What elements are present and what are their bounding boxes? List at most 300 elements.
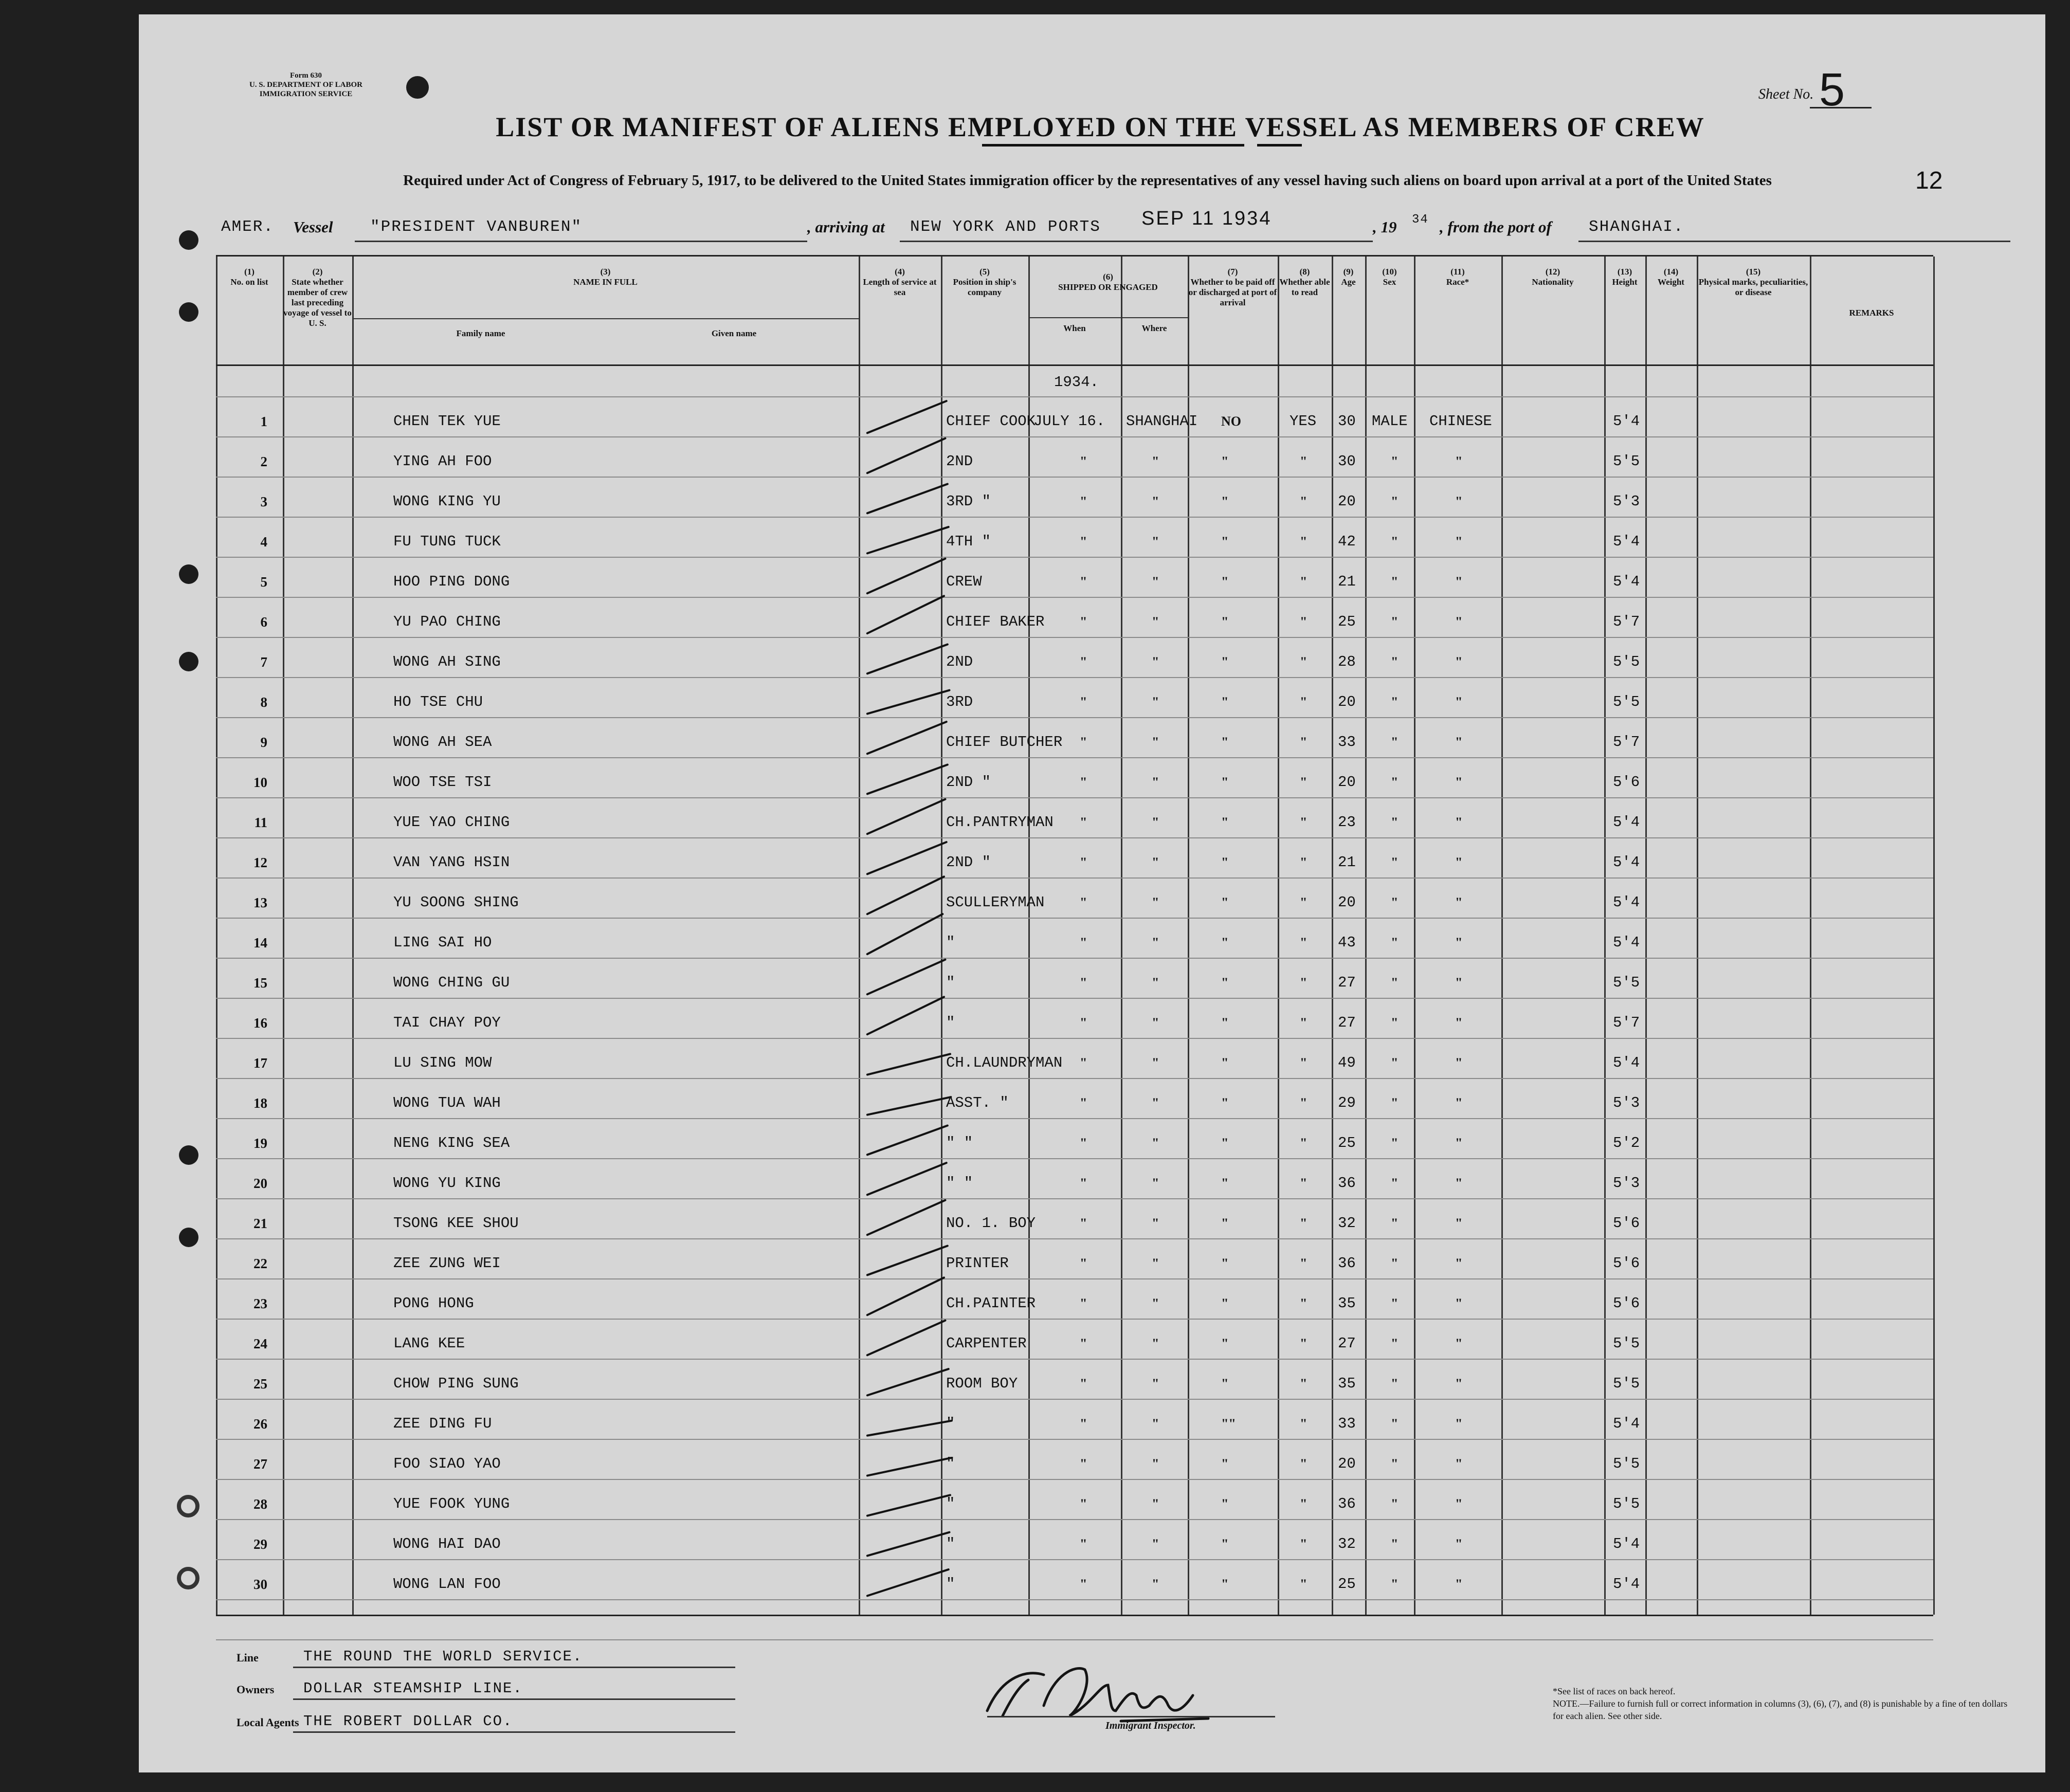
column-label: Position in ship's company <box>953 277 1016 297</box>
crew-table <box>216 255 1933 1616</box>
row-number: 16 <box>253 1015 267 1031</box>
row-divider <box>216 1439 1933 1440</box>
column-header <box>1028 323 1121 334</box>
column-label: Family name <box>456 328 505 338</box>
row-number: 15 <box>253 975 267 991</box>
column-header <box>1332 267 1365 287</box>
height: 5'4 <box>1613 1415 1640 1432</box>
shipped-where: SHANGHAI <box>1126 413 1198 430</box>
age: 30 <box>1338 413 1356 430</box>
binder-hole <box>179 564 198 584</box>
length-of-service-mark <box>866 840 948 875</box>
local-agents: THE ROBERT DOLLAR CO. <box>303 1713 513 1730</box>
sex: " <box>1391 1015 1399 1030</box>
column-number: (15) <box>1746 267 1761 277</box>
shipped-where: " <box>1152 975 1159 990</box>
column-label: Where <box>1141 323 1167 333</box>
race: " <box>1455 574 1463 589</box>
position: CARPENTER <box>946 1335 1027 1352</box>
position: " <box>946 1415 955 1432</box>
height: 5'5 <box>1613 1375 1640 1392</box>
shipped-where: " <box>1152 935 1159 950</box>
age: 27 <box>1338 1335 1356 1352</box>
shipped-when: " <box>1080 1095 1087 1110</box>
family-name: NENG KING SEA <box>393 1135 510 1151</box>
age: 35 <box>1338 1295 1356 1312</box>
height: 5'5 <box>1613 1335 1640 1352</box>
race: " <box>1455 494 1463 509</box>
age: 20 <box>1338 493 1356 510</box>
length-of-service-mark <box>866 1161 948 1196</box>
sex: " <box>1391 574 1399 589</box>
row-divider <box>216 1118 1933 1119</box>
column-header <box>1121 323 1188 334</box>
sex: " <box>1391 1136 1399 1150</box>
age: 20 <box>1338 1455 1356 1472</box>
inspector-rule <box>987 1716 1275 1717</box>
height: 5'5 <box>1613 1495 1640 1512</box>
column-divider <box>1933 257 1935 1615</box>
shipped-where: " <box>1152 1216 1159 1231</box>
height: 5'4 <box>1613 413 1640 430</box>
height: 5'4 <box>1613 894 1640 911</box>
row-divider <box>216 1599 1933 1600</box>
sex: " <box>1391 454 1399 469</box>
row-divider <box>216 1038 1933 1039</box>
race: " <box>1455 654 1463 669</box>
column-number: (12) <box>1545 267 1560 277</box>
shipped-when: " <box>1080 1176 1087 1191</box>
able-to-read: " <box>1300 614 1308 629</box>
paid-off: " <box>1221 1095 1229 1110</box>
shipped-where: " <box>1152 815 1159 830</box>
able-to-read: " <box>1300 815 1308 830</box>
family-name: LING SAI HO <box>393 934 492 951</box>
able-to-read: " <box>1300 895 1308 910</box>
row-divider <box>216 1399 1933 1400</box>
race: " <box>1455 975 1463 990</box>
length-of-service-mark <box>866 437 947 474</box>
manifest-sheet <box>139 14 2045 1772</box>
column-divider <box>283 257 284 1615</box>
column-label: Given name <box>711 328 757 338</box>
shipped-when: " <box>1080 1055 1087 1070</box>
column-divider <box>941 257 942 1615</box>
race: " <box>1455 895 1463 910</box>
height: 5'5 <box>1613 653 1640 670</box>
vessel-label: Vessel <box>293 218 333 236</box>
family-name: HO TSE CHU <box>393 693 483 710</box>
paid-off: " <box>1221 1256 1229 1271</box>
race: " <box>1455 815 1463 830</box>
paid-off: " <box>1221 1176 1229 1191</box>
race: CHINESE <box>1429 413 1492 430</box>
paid-off: " <box>1221 1336 1229 1351</box>
shipped-when: " <box>1080 1577 1087 1592</box>
shipped-where: " <box>1152 1577 1159 1592</box>
row-number: 1 <box>260 414 267 429</box>
family-name: ZEE DING FU <box>393 1415 492 1432</box>
column-divider <box>216 257 217 1615</box>
race: " <box>1455 855 1463 870</box>
able-to-read: " <box>1300 534 1308 549</box>
column-number: (7) <box>1227 267 1238 277</box>
shipped-where: " <box>1152 534 1159 549</box>
row-divider <box>216 1319 1933 1320</box>
row-divider <box>216 1278 1933 1279</box>
position: " " <box>946 1175 973 1192</box>
able-to-read: " <box>1300 1136 1308 1150</box>
shipped-where: " <box>1152 1376 1159 1391</box>
age: 20 <box>1338 894 1356 911</box>
paid-off: " <box>1221 1055 1229 1070</box>
length-of-service-mark <box>866 996 946 1036</box>
position: 3RD <box>946 693 973 710</box>
column-divider <box>1697 257 1698 1615</box>
column-divider <box>1028 257 1030 1615</box>
sex: " <box>1391 1336 1399 1351</box>
shipped-where: " <box>1152 1136 1159 1150</box>
arriving-port: NEW YORK AND PORTS <box>910 218 1101 236</box>
column-header <box>1365 267 1414 287</box>
family-name: CHOW PING SUNG <box>393 1375 519 1392</box>
row-divider <box>216 837 1933 838</box>
column-header <box>1810 308 1933 318</box>
paid-off: " <box>1221 1296 1229 1311</box>
length-of-service-mark <box>866 595 946 635</box>
paid-off: " <box>1221 574 1229 589</box>
position: CHIEF BAKER <box>946 613 1045 630</box>
line-label: Line <box>237 1651 259 1664</box>
length-of-service-mark <box>866 689 951 715</box>
race: " <box>1455 1416 1463 1431</box>
age: 29 <box>1338 1094 1356 1111</box>
length-of-service-mark <box>866 557 947 595</box>
sex: " <box>1391 1216 1399 1231</box>
race: " <box>1455 1256 1463 1271</box>
sheet-number: 5 <box>1819 64 1845 116</box>
shipped-when: " <box>1080 775 1087 790</box>
position: CH.PANTRYMAN <box>946 814 1054 831</box>
position: " <box>946 934 955 951</box>
height: 5'4 <box>1613 573 1640 590</box>
binder-hole <box>179 652 198 671</box>
header-divider <box>216 364 1933 366</box>
race: " <box>1455 1216 1463 1231</box>
column-label: Length of service at sea <box>863 277 937 297</box>
shipped-when: " <box>1080 694 1087 709</box>
length-of-service-mark <box>866 1494 952 1517</box>
paid-off: NO <box>1221 414 1241 429</box>
column-header <box>941 267 1028 298</box>
column-header <box>283 267 352 328</box>
row-number: 27 <box>253 1456 267 1472</box>
height: 5'3 <box>1613 1175 1640 1192</box>
family-name: WONG CHING GU <box>393 974 510 991</box>
shipped-where: " <box>1152 1496 1159 1511</box>
paid-off: " <box>1221 494 1229 509</box>
column-divider <box>1604 257 1606 1615</box>
arriving-rule <box>900 241 1373 242</box>
shipped-where: " <box>1152 694 1159 709</box>
column-number: (8) <box>1299 267 1310 277</box>
owners: DOLLAR STEAMSHIP LINE. <box>303 1680 523 1697</box>
row-number: 2 <box>260 454 267 469</box>
shipped-when: " <box>1080 1216 1087 1231</box>
form-number: Form 630 <box>289 71 322 80</box>
able-to-read: " <box>1300 454 1308 469</box>
shipped-when: " <box>1080 1376 1087 1391</box>
row-divider <box>216 637 1933 638</box>
paid-off: " <box>1221 694 1229 709</box>
able-to-read: " <box>1300 1416 1308 1431</box>
family-name: WONG HAI DAO <box>393 1535 501 1552</box>
line-rule <box>293 1667 735 1668</box>
paid-off: " <box>1221 855 1229 870</box>
sex: " <box>1391 1055 1399 1070</box>
shipped-when: " <box>1080 654 1087 669</box>
vessel-rule <box>355 241 807 242</box>
age: 23 <box>1338 814 1356 831</box>
position: NO. 1. BOY <box>946 1215 1036 1232</box>
row-number: 26 <box>253 1416 267 1432</box>
column-label: Race* <box>1446 277 1469 287</box>
height: 5'4 <box>1613 1054 1640 1071</box>
shipped-where: " <box>1152 855 1159 870</box>
paid-off: " <box>1221 1537 1229 1551</box>
age: 36 <box>1338 1255 1356 1272</box>
age: 27 <box>1338 1014 1356 1031</box>
length-of-service-mark <box>866 875 946 916</box>
age: 33 <box>1338 1415 1356 1432</box>
age: 33 <box>1338 734 1356 751</box>
race: " <box>1455 694 1463 709</box>
row-number: 30 <box>253 1577 267 1592</box>
position: " <box>946 974 955 991</box>
age: 21 <box>1338 854 1356 871</box>
paid-off: " <box>1221 654 1229 669</box>
row-number: 11 <box>254 815 267 830</box>
column-divider <box>1278 257 1279 1615</box>
sex: " <box>1391 614 1399 629</box>
age: 28 <box>1338 653 1356 670</box>
length-of-service-mark <box>866 1124 949 1156</box>
shipped-when: " <box>1080 614 1087 629</box>
shipped-when: " <box>1080 935 1087 950</box>
age: 36 <box>1338 1495 1356 1512</box>
row-divider <box>216 1479 1933 1480</box>
family-name: TSONG KEE SHOU <box>393 1215 519 1232</box>
family-name: WONG TUA WAH <box>393 1094 501 1111</box>
family-name: WOO TSE TSI <box>393 774 492 791</box>
shipped-where: " <box>1152 1336 1159 1351</box>
family-name: TAI CHAY POY <box>393 1014 501 1031</box>
row-number: 18 <box>253 1095 267 1111</box>
age: 35 <box>1338 1375 1356 1392</box>
shipped-where: " <box>1152 494 1159 509</box>
height: 5'3 <box>1613 493 1640 510</box>
race: " <box>1455 454 1463 469</box>
height: 5'7 <box>1613 734 1640 751</box>
sex: " <box>1391 1496 1399 1511</box>
row-divider <box>216 436 1933 437</box>
shipped-where: " <box>1152 1416 1159 1431</box>
length-of-service-mark <box>866 643 949 675</box>
column-header <box>1278 267 1332 298</box>
column-number: (10) <box>1382 267 1397 277</box>
length-of-service-mark <box>866 1245 949 1276</box>
shipped-where: " <box>1152 1055 1159 1070</box>
row-number: 12 <box>253 855 267 870</box>
binder-hole <box>406 76 429 99</box>
row-divider <box>216 918 1933 919</box>
race: " <box>1455 1095 1463 1110</box>
able-to-read: " <box>1300 855 1308 870</box>
from-port: SHANGHAI. <box>1589 218 1684 236</box>
position: " <box>946 1455 955 1472</box>
date-stamp: SEP 11 1934 <box>1141 208 1272 229</box>
column-divider <box>1501 257 1503 1615</box>
shipped-when: " <box>1080 1456 1087 1471</box>
height: 5'5 <box>1613 693 1640 710</box>
age: 21 <box>1338 573 1356 590</box>
row-number: 6 <box>260 614 267 630</box>
paid-off: " <box>1221 935 1229 950</box>
row-number: 25 <box>253 1376 267 1392</box>
length-of-service-mark <box>866 1053 952 1076</box>
column-label: When <box>1063 323 1086 333</box>
height: 5'5 <box>1613 1455 1640 1472</box>
from-port-label: , from the port of <box>1440 218 1552 236</box>
length-of-service-mark <box>866 798 947 835</box>
position: " <box>946 1014 955 1031</box>
column-label: NAME IN FULL <box>573 277 638 287</box>
paid-off: "" <box>1221 1416 1236 1431</box>
length-of-service-mark <box>866 958 947 996</box>
sex: " <box>1391 1296 1399 1311</box>
column-number: (3) <box>600 267 611 277</box>
sex: " <box>1391 1176 1399 1191</box>
length-of-service-mark <box>866 526 950 555</box>
position: 2ND " <box>946 774 991 791</box>
column-label: REMARKS <box>1849 308 1894 318</box>
sex: " <box>1391 1256 1399 1271</box>
shipped-where: " <box>1152 614 1159 629</box>
shipped-when: JULY 16. <box>1033 413 1105 430</box>
sex: " <box>1391 494 1399 509</box>
position: PRINTER <box>946 1255 1009 1272</box>
column-label: Weight <box>1658 277 1684 287</box>
race: " <box>1455 614 1463 629</box>
age: 25 <box>1338 1135 1356 1151</box>
length-of-service-mark <box>866 399 948 434</box>
shipped-when: " <box>1080 1015 1087 1030</box>
sex: " <box>1391 815 1399 830</box>
race: " <box>1455 1496 1463 1511</box>
paid-off: " <box>1221 815 1229 830</box>
binder-hole <box>177 1567 199 1589</box>
able-to-read: " <box>1300 1496 1308 1511</box>
shipped-where: " <box>1152 895 1159 910</box>
race: " <box>1455 1537 1463 1551</box>
shipped-where: " <box>1152 1456 1159 1471</box>
row-number: 23 <box>253 1296 267 1311</box>
paid-off: " <box>1221 1216 1229 1231</box>
position: CREW <box>946 573 982 590</box>
age: 43 <box>1338 934 1356 951</box>
position: " " <box>946 1135 973 1151</box>
position: " <box>946 1576 955 1593</box>
row-number: 24 <box>253 1336 267 1351</box>
race: " <box>1455 1336 1463 1351</box>
shipped-when: " <box>1080 1336 1087 1351</box>
height: 5'6 <box>1613 1215 1640 1232</box>
shipped-when: " <box>1080 855 1087 870</box>
column-header <box>1645 267 1697 287</box>
paid-off: " <box>1221 614 1229 629</box>
paid-off: " <box>1221 1136 1229 1150</box>
family-name: LANG KEE <box>393 1335 465 1352</box>
able-to-read: " <box>1300 1095 1308 1110</box>
length-of-service-mark <box>866 483 949 515</box>
column-header <box>352 328 609 339</box>
year-label: , 19 <box>1373 218 1397 236</box>
shipped-where: " <box>1152 775 1159 790</box>
column-number: (11) <box>1450 267 1465 277</box>
paid-off: " <box>1221 1456 1229 1471</box>
sex: " <box>1391 1095 1399 1110</box>
length-of-service-mark <box>866 1276 946 1316</box>
column-number: (1) <box>244 267 255 277</box>
row-number: 20 <box>253 1176 267 1191</box>
sheet-number-label: Sheet No. <box>1758 86 1814 102</box>
shipped-where: " <box>1152 1256 1159 1271</box>
height: 5'2 <box>1613 1135 1640 1151</box>
row-number: 13 <box>253 895 267 910</box>
binder-hole <box>177 1495 199 1517</box>
sex: " <box>1391 1537 1399 1551</box>
row-number: 10 <box>253 775 267 790</box>
row-number: 5 <box>260 574 267 590</box>
shipped-when: " <box>1080 735 1087 749</box>
height: 5'5 <box>1613 974 1640 991</box>
page-stamp: 12 <box>1915 167 1943 194</box>
sex: MALE <box>1372 413 1408 430</box>
shipped-when: " <box>1080 1256 1087 1271</box>
column-header <box>1604 267 1645 287</box>
row-divider <box>216 1078 1933 1079</box>
position: 4TH " <box>946 533 991 550</box>
sex: " <box>1391 855 1399 870</box>
length-of-service-mark <box>866 912 944 955</box>
age: 27 <box>1338 974 1356 991</box>
sex: " <box>1391 1416 1399 1431</box>
sex: " <box>1391 975 1399 990</box>
height: 5'7 <box>1613 1014 1640 1031</box>
able-to-read: " <box>1300 1176 1308 1191</box>
row-number: 22 <box>253 1256 267 1271</box>
column-number: (2) <box>312 267 323 277</box>
column-header <box>1697 267 1810 298</box>
sex: " <box>1391 1456 1399 1471</box>
row-divider <box>216 477 1933 478</box>
age: 49 <box>1338 1054 1356 1071</box>
shipped-when: " <box>1080 494 1087 509</box>
column-number: (14) <box>1663 267 1679 277</box>
row-number: 21 <box>253 1216 267 1231</box>
column-divider <box>859 257 860 1615</box>
age: 20 <box>1338 693 1356 710</box>
